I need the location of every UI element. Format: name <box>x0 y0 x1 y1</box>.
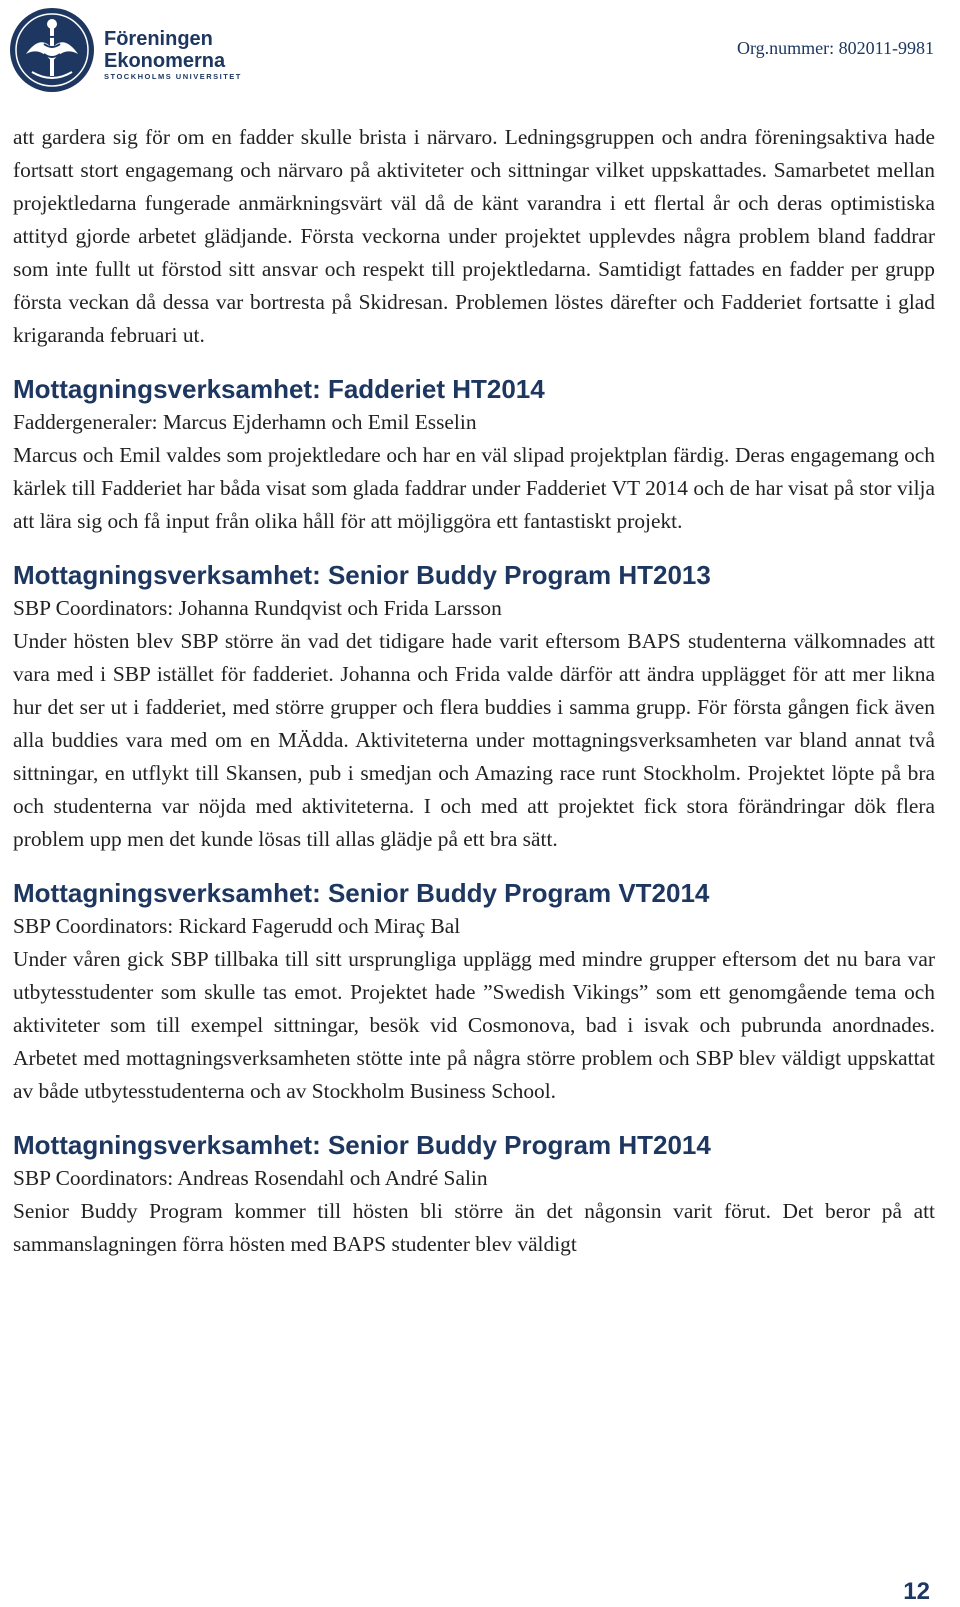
section-heading: Mottagningsverksamhet: Fadderiet HT2014 <box>13 374 545 404</box>
logo-subtitle: STOCKHOLMS UNIVERSITET <box>104 72 242 81</box>
logo <box>6 4 246 96</box>
logo-emblem-icon <box>6 4 98 96</box>
section-leaders: Faddergeneraler: Marcus Ejderhamn och Emil Esselin <box>13 410 477 434</box>
document-body <box>13 121 935 1261</box>
section-heading: Mottagningsverksamhet: Senior Buddy Program HT2013 <box>13 560 711 590</box>
intro-paragraph: att gardera sig för om en fadder skulle brista i närvaro. Ledningsgruppen och andra föreningsaktiva hade fortsatt stort engagemang och närvaro på aktiviteter och sittningar vilket uppskattades. Samarbetet mellan projektledarna fungerade anmärkningsvärt väl då de känt varandra i ett flertal år och deras optimistiska attityd gjorde arbetet glädjande. Första veckorna under projektet upplevdes några problem bland faddrar som inte fullt ut förstod sitt ansvar och respekt till projektledarna. Samtidigt fattades en fadder per grupp första veckan då dessa var bortresta på Skidresan. Problemen löstes därefter och Fadderiet fortsatte i glad krigaranda februari ut. <box>13 125 935 347</box>
logo-name: Föreningen Ekonomerna <box>104 28 226 72</box>
section-body: Senior Buddy Program kommer till hösten bli större än det någonsin varit förut. Det beror på att sammanslagningen förra hösten med BAPS studenter blev väldigt <box>13 1199 935 1256</box>
section-body: Under våren gick SBP tillbaka till sitt ursprungliga upplägg med mindre grupper eftersom det nu bara var utbytesstudenter som skulle tas emot. Projektet hade ”Swedish Vikings” som ett genomgående tema och aktiviteter som till exempel sittningar, besök vid Cosmonova, bad i isvak och pubrunda anordnades. Arbetet med mottagningsverksamheten stötte inte på några större problem och SBP blev väldigt uppskattat av både utbytesstudenterna och av Stockholm Business School. <box>13 947 935 1103</box>
org-number: Org.nummer: 802011-9981 <box>737 38 934 58</box>
section-body: Marcus och Emil valdes som projektledare och har en väl slipad projektplan färdig. Deras engagemang och kärlek till Fadderiet har båda visat som glada faddrar under Fadderiet VT 2014 och de har visat på stor vilja att lära sig och få input från olika håll för att möjliggöra ett fantastiskt projekt. <box>13 443 935 533</box>
section-heading: Mottagningsverksamhet: Senior Buddy Program HT2014 <box>13 1130 711 1160</box>
section-body: Under hösten blev SBP större än vad det tidigare hade varit eftersom BAPS studenterna välkomnades att vara med i SBP istället för fadderiet. Johanna och Frida valde därför att ändra upplägget för att mer likna hur det ser ut i fadderiet, med större grupper och flera buddies i samma grupp. För första gången fick även alla buddies vara med om en MÄdda. Aktiviteterna under mottagningsverksamheten var bland annat två sittningar, en utflykt till Skansen, pub i smedjan och Amazing race runt Stockholm. Projektet löpte på bra och studenterna var nöjda med aktiviteterna. I och med att projektet fick stora förändringar dök flera problem upp men det kunde lösas till allas glädje på ett bra sätt. <box>13 629 935 851</box>
section-leaders: SBP Coordinators: Johanna Rundqvist och Frida Larsson <box>13 596 502 620</box>
section-leaders: SBP Coordinators: Andreas Rosendahl och André Salin <box>13 1166 488 1190</box>
section-heading: Mottagningsverksamhet: Senior Buddy Program VT2014 <box>13 878 710 908</box>
section-leaders: SBP Coordinators: Rickard Fagerudd och Miraç Bal <box>13 914 461 938</box>
page-header <box>0 0 960 100</box>
page-number: 12 <box>903 1578 930 1605</box>
